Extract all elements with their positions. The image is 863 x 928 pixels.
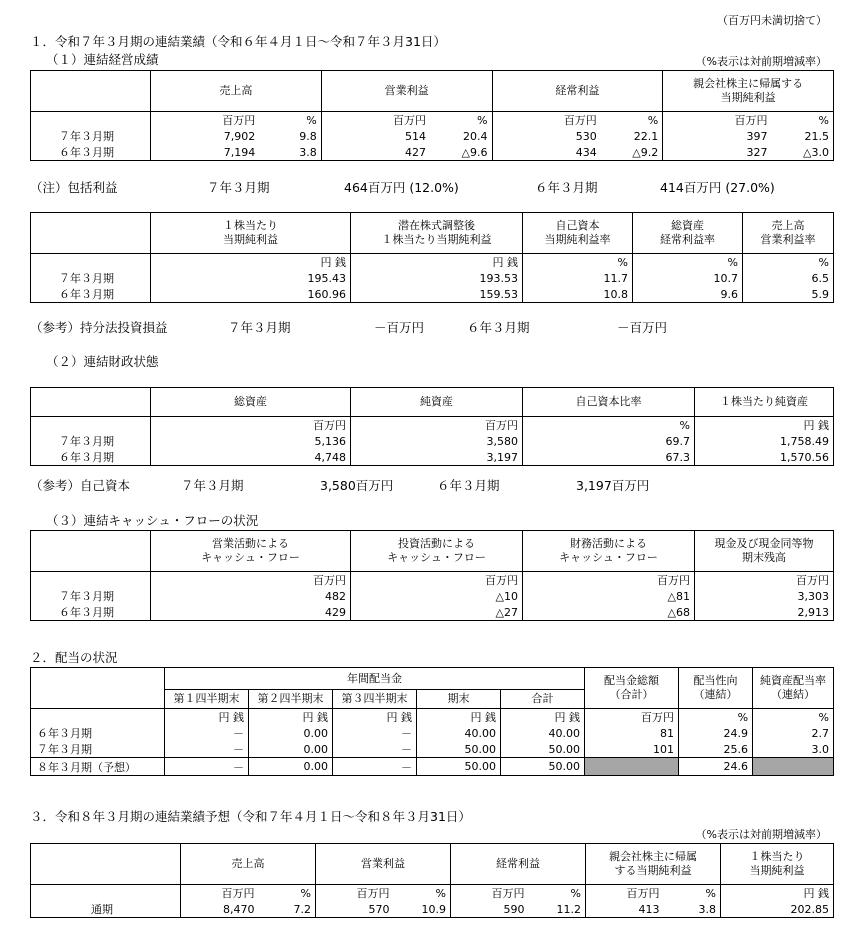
cell: 3.8 bbox=[259, 144, 321, 161]
pct-note-3: （%表示は対前期増減率） bbox=[695, 828, 827, 841]
unit: 百万円 bbox=[321, 112, 430, 129]
cell: 50.00 bbox=[501, 741, 585, 758]
cell: 9.6 bbox=[633, 286, 743, 303]
th-forecast-op-income: 営業利益 bbox=[316, 844, 451, 885]
unit: % bbox=[529, 885, 586, 902]
cell: △9.2 bbox=[601, 144, 663, 161]
cell: 10.7 bbox=[633, 270, 743, 286]
th-cash-balance: 現金及び現金同等物 期末残高 bbox=[695, 531, 834, 572]
note-equity-method-label: （参考）持分法投資損益 bbox=[30, 320, 168, 335]
unit: % bbox=[664, 885, 721, 902]
th-forecast-ord-income: 経常利益 bbox=[451, 844, 586, 885]
row-label: ７年３月期 bbox=[31, 433, 151, 449]
section3-title: ３．令和８年３月期の連結業績予想（令和７年４月１日～令和８年３月31日） bbox=[30, 809, 471, 824]
operating-results-table bbox=[30, 70, 834, 161]
th-roe: 自己資本 当期純利益率 bbox=[523, 213, 633, 254]
cell: 570 bbox=[316, 901, 394, 918]
cell: 22.1 bbox=[601, 128, 663, 144]
th-bps: １株当たり純資産 bbox=[695, 388, 834, 417]
unit: % bbox=[394, 885, 451, 902]
cell: 397 bbox=[663, 128, 772, 144]
cell: 50.00 bbox=[417, 758, 501, 776]
row-label: ６年３月期 bbox=[31, 725, 165, 741]
note-comprehensive-fy6: ６年３月期 bbox=[535, 180, 598, 195]
unit: 百万円 bbox=[492, 112, 601, 129]
unit: 円 銭 bbox=[721, 885, 834, 902]
cell: 590 bbox=[451, 901, 529, 918]
row-label: ８年３月期（予想） bbox=[31, 758, 165, 776]
th-roa: 総資産 経常利益率 bbox=[633, 213, 743, 254]
pct-note-1: （%表示は対前期増減率） bbox=[695, 55, 827, 68]
row-label: ７年３月期 bbox=[31, 741, 165, 758]
note-equity-method-fy7: ７年３月期 bbox=[228, 320, 291, 335]
unit: % bbox=[633, 254, 743, 271]
unit: 百万円 bbox=[181, 885, 259, 902]
forecast-table bbox=[30, 843, 834, 918]
cell: 195.43 bbox=[151, 270, 351, 286]
cell: 67.3 bbox=[523, 449, 695, 466]
th-q2: 第２四半期末 bbox=[249, 690, 333, 709]
th-equity-ratio: 自己資本比率 bbox=[523, 388, 695, 417]
th-annual-dividend: 年間配当金 bbox=[165, 668, 585, 690]
unit: 百万円 bbox=[585, 709, 679, 726]
cell: 7,902 bbox=[151, 128, 260, 144]
cell: 0.00 bbox=[249, 758, 333, 776]
cell: △81 bbox=[523, 588, 695, 604]
note-comprehensive-fy7: ７年３月期 bbox=[207, 180, 270, 195]
cell: 25.6 bbox=[679, 741, 753, 758]
th-op-margin: 売上高 営業利益率 bbox=[743, 213, 834, 254]
unit: 百万円 bbox=[586, 885, 664, 902]
note-comprehensive-fy6-value: 414百万円 (27.0%) bbox=[660, 180, 775, 195]
th-forecast-eps: １株当たり 当期純利益 bbox=[721, 844, 834, 885]
th-forecast-net-income: 親会社株主に帰属 する当期純利益 bbox=[586, 844, 721, 885]
unit: % bbox=[430, 112, 492, 129]
cell: 0.00 bbox=[249, 741, 333, 758]
th-q3: 第３四半期末 bbox=[333, 690, 417, 709]
note-comprehensive-label: （注）包括利益 bbox=[30, 180, 118, 195]
note-equity-fy6-value: 3,197百万円 bbox=[576, 478, 650, 493]
cell: － bbox=[333, 758, 417, 776]
row-label: ７年３月期 bbox=[31, 588, 151, 604]
cell: － bbox=[165, 758, 249, 776]
note-equity-fy6: ６年３月期 bbox=[437, 478, 500, 493]
unit: % bbox=[601, 112, 663, 129]
th-dividend-total: 配当金総額 （合計） bbox=[585, 668, 679, 709]
cell: 327 bbox=[663, 144, 772, 161]
th-total-assets: 総資産 bbox=[151, 388, 351, 417]
unit: % bbox=[259, 112, 321, 129]
row-label: ６年３月期 bbox=[31, 144, 151, 161]
cell: 0.00 bbox=[249, 725, 333, 741]
th-net-income: 親会社株主に帰属する 当期純利益 bbox=[663, 71, 834, 112]
cell: 11.7 bbox=[523, 270, 633, 286]
cell: △68 bbox=[523, 604, 695, 621]
cell: 159.53 bbox=[351, 286, 523, 303]
cell: 514 bbox=[321, 128, 430, 144]
th-eps: １株当たり 当期純利益 bbox=[151, 213, 351, 254]
cell: 81 bbox=[585, 725, 679, 741]
unit: % bbox=[259, 885, 316, 902]
cell: 3.0 bbox=[753, 741, 834, 758]
unit: % bbox=[523, 254, 633, 271]
unit: 円 銭 bbox=[151, 254, 351, 271]
cell: 20.4 bbox=[430, 128, 492, 144]
dividends-table bbox=[30, 667, 834, 776]
cell: 3,197 bbox=[351, 449, 523, 466]
cell-shaded bbox=[585, 758, 679, 776]
row-label: ６年３月期 bbox=[31, 449, 151, 466]
row-label: ７年３月期 bbox=[31, 128, 151, 144]
cell: △9.6 bbox=[430, 144, 492, 161]
cell: 2.7 bbox=[753, 725, 834, 741]
unit: 百万円 bbox=[316, 885, 394, 902]
cell: 21.5 bbox=[772, 128, 834, 144]
cell: 3,303 bbox=[695, 588, 834, 604]
unit: 百万円 bbox=[151, 112, 260, 129]
unit: 円 銭 bbox=[165, 709, 249, 726]
cell: 427 bbox=[321, 144, 430, 161]
cell: 434 bbox=[492, 144, 601, 161]
th-financing-cf: 財務活動による キャッシュ・フロー bbox=[523, 531, 695, 572]
cell: 24.9 bbox=[679, 725, 753, 741]
cell: 193.53 bbox=[351, 270, 523, 286]
cell: 9.8 bbox=[259, 128, 321, 144]
unit: 円 銭 bbox=[695, 417, 834, 434]
cell: 202.85 bbox=[721, 901, 834, 918]
cell: 429 bbox=[151, 604, 351, 621]
cell: 530 bbox=[492, 128, 601, 144]
cell: 7,194 bbox=[151, 144, 260, 161]
cell: 1,758.49 bbox=[695, 433, 834, 449]
cell: － bbox=[165, 725, 249, 741]
cash-flow-table bbox=[30, 530, 834, 621]
th-diluted-eps: 潜在株式調整後 １株当たり当期純利益 bbox=[351, 213, 523, 254]
cell: 10.9 bbox=[394, 901, 451, 918]
row-label: ６年３月期 bbox=[31, 286, 151, 303]
note-equity-label: （参考）自己資本 bbox=[30, 478, 131, 493]
cell: 8,470 bbox=[181, 901, 259, 918]
section1-title: １．令和７年３月期の連結業績（令和６年４月１日～令和７年３月31日） bbox=[30, 34, 446, 49]
th-net-assets: 純資産 bbox=[351, 388, 523, 417]
cell: 7.2 bbox=[259, 901, 316, 918]
cell: 5.9 bbox=[743, 286, 834, 303]
cell: － bbox=[333, 741, 417, 758]
note-equity-method-fy6-value: －百万円 bbox=[617, 320, 668, 335]
unit: 百万円 bbox=[523, 572, 695, 589]
unit: 円 銭 bbox=[351, 254, 523, 271]
financial-position-table bbox=[30, 387, 834, 466]
section1-sub1: （１）連結経営成績 bbox=[46, 52, 159, 67]
unit: 円 銭 bbox=[417, 709, 501, 726]
unit: 百万円 bbox=[695, 572, 834, 589]
note-equity-method-fy6: ６年３月期 bbox=[467, 320, 530, 335]
rounding-note: （百万円未満切捨て） bbox=[717, 14, 827, 27]
th-forecast-sales: 売上高 bbox=[181, 844, 316, 885]
note-comprehensive-fy7-value: 464百万円 (12.0%) bbox=[344, 180, 459, 195]
cell: △10 bbox=[351, 588, 523, 604]
th-total: 合計 bbox=[501, 690, 585, 709]
th-ord-income: 経常利益 bbox=[492, 71, 663, 112]
cell: 482 bbox=[151, 588, 351, 604]
cell: 4,748 bbox=[151, 449, 351, 466]
unit: % bbox=[743, 254, 834, 271]
cell: － bbox=[333, 725, 417, 741]
cell: 2,913 bbox=[695, 604, 834, 621]
unit: 百万円 bbox=[151, 572, 351, 589]
cell: 160.96 bbox=[151, 286, 351, 303]
unit: 百万円 bbox=[351, 572, 523, 589]
th-operating-cf: 営業活動による キャッシュ・フロー bbox=[151, 531, 351, 572]
cell: 50.00 bbox=[501, 758, 585, 776]
th-year-end: 期末 bbox=[417, 690, 501, 709]
cell: 5,136 bbox=[151, 433, 351, 449]
cell: 11.2 bbox=[529, 901, 586, 918]
cell: 413 bbox=[586, 901, 664, 918]
unit: 百万円 bbox=[151, 417, 351, 434]
cell: 3.8 bbox=[664, 901, 721, 918]
unit: 百万円 bbox=[351, 417, 523, 434]
cell: 50.00 bbox=[417, 741, 501, 758]
unit: % bbox=[772, 112, 834, 129]
section1-sub3: （３）連結キャッシュ・フローの状況 bbox=[46, 513, 259, 528]
row-label: ６年３月期 bbox=[31, 604, 151, 621]
th-dividend-on-equity: 純資産配当率 （連結） bbox=[753, 668, 834, 709]
cell: 3,580 bbox=[351, 433, 523, 449]
cell: 6.5 bbox=[743, 270, 834, 286]
cell-shaded bbox=[753, 758, 834, 776]
unit: 円 銭 bbox=[501, 709, 585, 726]
unit: 百万円 bbox=[451, 885, 529, 902]
note-equity-fy7-value: 3,580百万円 bbox=[320, 478, 394, 493]
per-share-table bbox=[30, 212, 834, 303]
unit: 円 銭 bbox=[249, 709, 333, 726]
cell: 69.7 bbox=[523, 433, 695, 449]
cell: － bbox=[165, 741, 249, 758]
th-payout-ratio: 配当性向 （連結） bbox=[679, 668, 753, 709]
th-q1: 第１四半期末 bbox=[165, 690, 249, 709]
th-investing-cf: 投資活動による キャッシュ・フロー bbox=[351, 531, 523, 572]
cell: 24.6 bbox=[679, 758, 753, 776]
cell: △27 bbox=[351, 604, 523, 621]
unit: % bbox=[753, 709, 834, 726]
section2-title: ２．配当の状況 bbox=[30, 650, 118, 665]
unit: % bbox=[523, 417, 695, 434]
cell: 101 bbox=[585, 741, 679, 758]
section1-sub2: （２）連結財政状態 bbox=[46, 354, 159, 369]
row-label: ７年３月期 bbox=[31, 270, 151, 286]
unit: 百万円 bbox=[663, 112, 772, 129]
th-sales: 売上高 bbox=[151, 71, 322, 112]
cell: 40.00 bbox=[417, 725, 501, 741]
cell: 10.8 bbox=[523, 286, 633, 303]
th-op-income: 営業利益 bbox=[321, 71, 492, 112]
cell: 1,570.56 bbox=[695, 449, 834, 466]
cell: △3.0 bbox=[772, 144, 834, 161]
row-label: 通期 bbox=[31, 901, 181, 918]
unit: % bbox=[679, 709, 753, 726]
unit: 円 銭 bbox=[333, 709, 417, 726]
note-equity-fy7: ７年３月期 bbox=[181, 478, 244, 493]
note-equity-method-fy7-value: －百万円 bbox=[374, 320, 425, 335]
cell: 40.00 bbox=[501, 725, 585, 741]
